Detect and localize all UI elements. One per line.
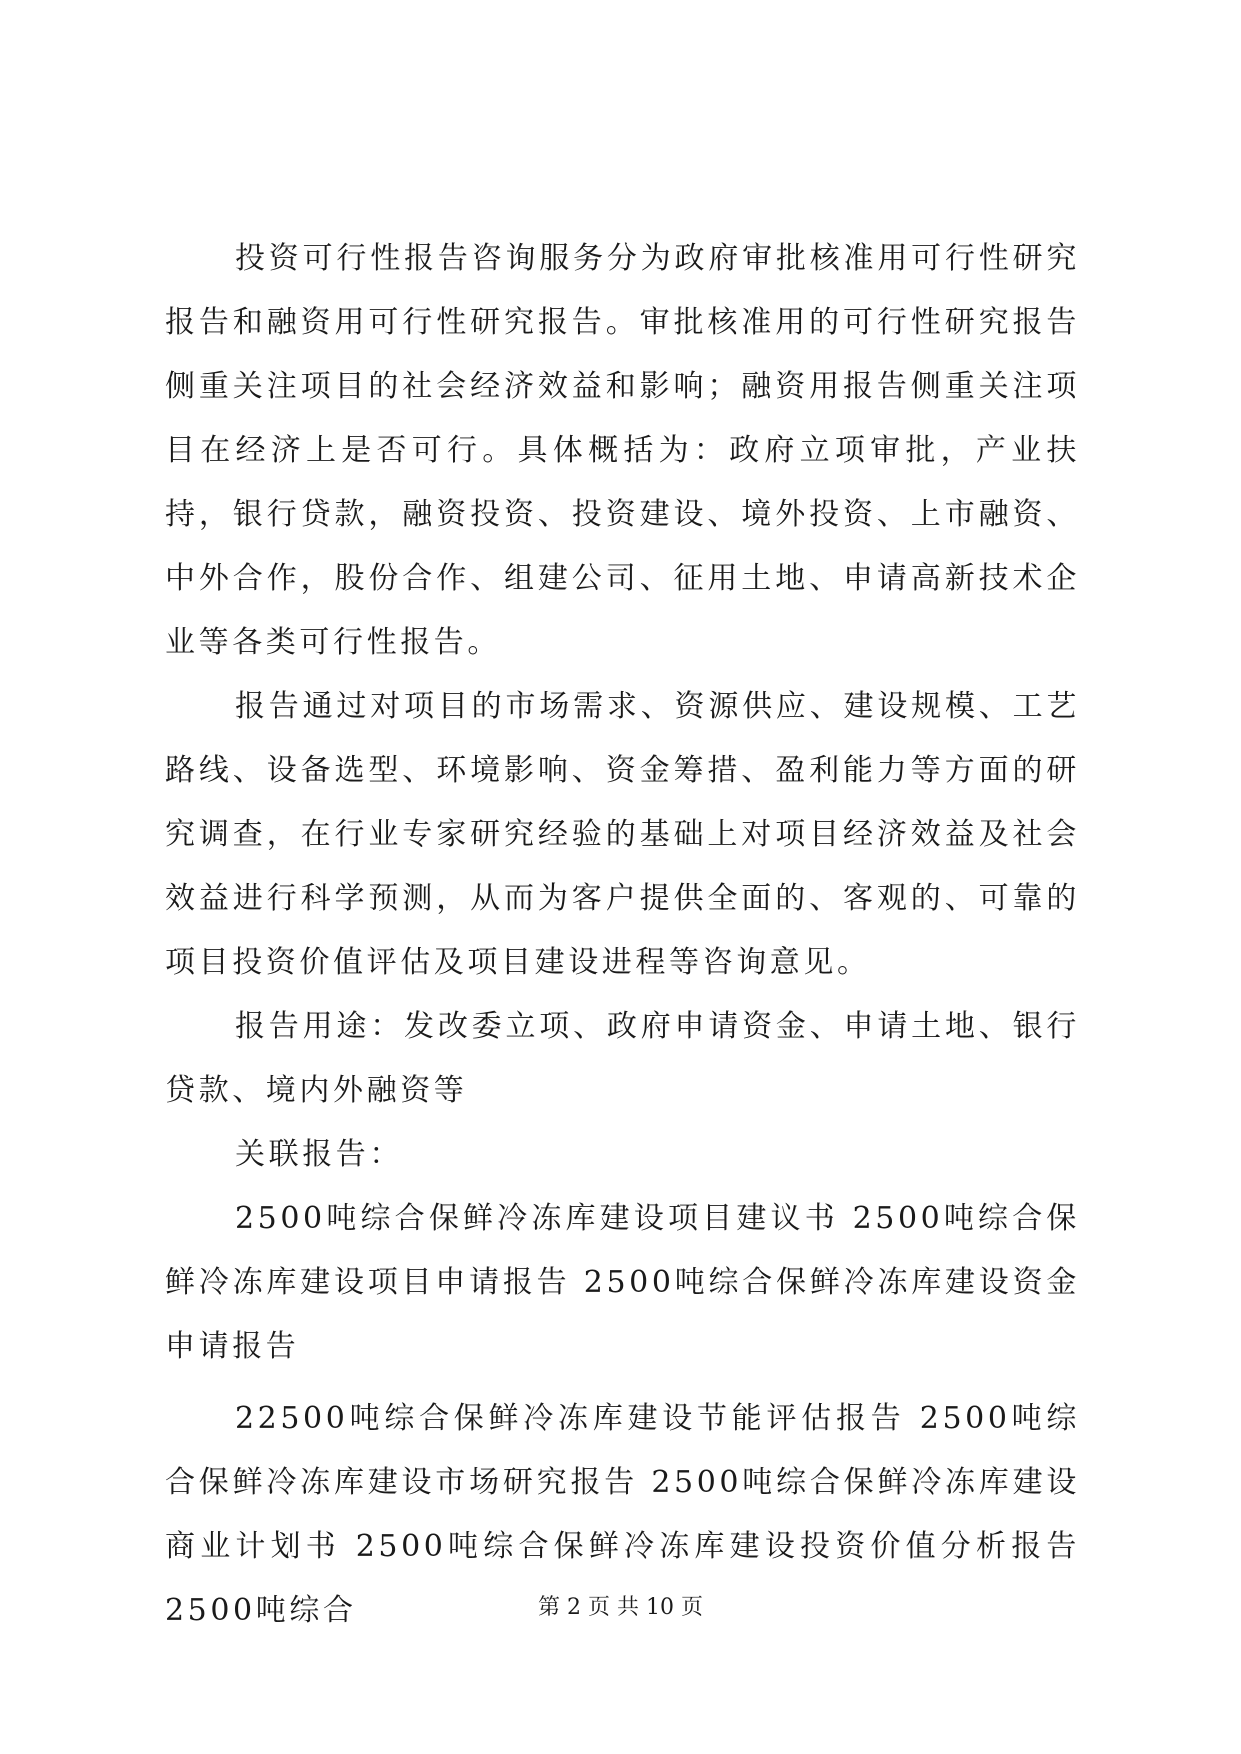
paragraph-feasibility-services: 投资可行性报告咨询服务分为政府审批核准用可行性研究报告和融资用可行性研究报告。审批核准用的可行性研究报告侧重关注项目的社会经济效益和影响；融资用报告侧重关注项目在经济上是否可行。具体概括为：政府立项审批，产业扶持，银行贷款，融资投资、投资建设、境外投资、上市融资、中外合作，股份合作、组建公司、征用土地、申请高新技术企业等各类可行性报告。 xyxy=(165,241,1080,660)
paragraph-related-reports-list-2: 22500吨综合保鲜冷冻库建设节能评估报告 2500吨综合保鲜冷冻库建设市场研究报告 2500吨综合保鲜冷冻库建设商业计划书 2500吨综合保鲜冷冻库建设投资价值分析报告 2500吨综合 xyxy=(165,1401,1080,1628)
paragraph-related-reports-heading: 关联报告： xyxy=(235,1137,403,1172)
document-body xyxy=(165,227,1080,1643)
paragraph-report-purpose: 报告用途：发改委立项、政府申请资金、申请土地、银行贷款、境内外融资等 xyxy=(165,1009,1080,1108)
page-number-footer: 第 2 页 共 10 页 xyxy=(538,1595,703,1620)
paragraph-related-reports-list-1: 2500吨综合保鲜冷冻库建设项目建议书 2500吨综合保鲜冷冻库建设项目申请报告 2500吨综合保鲜冷冻库建设资金申请报告 xyxy=(165,1201,1080,1364)
paragraph-report-method: 报告通过对项目的市场需求、资源供应、建设规模、工艺路线、设备选型、环境影响、资金筹措、盈利能力等方面的研究调查，在行业专家研究经验的基础上对项目经济效益及社会效益进行科学预测，从而为客户提供全面的、客观的、可靠的项目投资价值评估及项目建设进程等咨询意见。 xyxy=(165,689,1080,980)
